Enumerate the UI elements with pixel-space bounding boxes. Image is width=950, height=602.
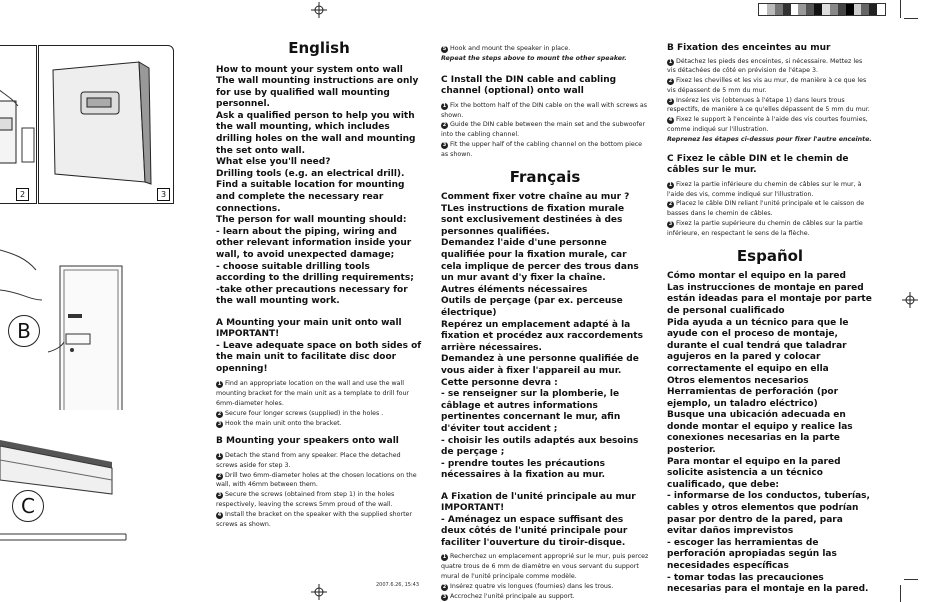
intro-line: -take other precautions necessary for the wall mounting work.: [216, 284, 408, 307]
intro-line: Ask a qualified person to help you with the wall mounting, which includes drilling holes on the wall and mounting the set onto wall.: [216, 110, 416, 156]
calibration-swatch: [877, 4, 885, 15]
english-repeat-note: Repeat the steps above to mount the other speaker.: [441, 54, 627, 62]
step-item: [667, 76, 873, 96]
calibration-swatch: [822, 4, 830, 15]
francais-section-c-steps: [667, 180, 873, 239]
step-number-icon: 1: [442, 554, 447, 561]
step-item: [441, 120, 649, 140]
step-text: Secure the screws (obtained from step 1) in the holes respectively, leaving the screws 5mm proud of the wall.: [216, 491, 395, 508]
step-item: [441, 582, 649, 592]
english-warning: - Leave adequate space on both sides of the main unit to facilitate disc door openning!: [216, 340, 422, 374]
intro-line: How to mount your system onto wall: [216, 64, 403, 75]
step-number-icon: 1: [442, 102, 447, 109]
step-number-icon: 1: [217, 381, 222, 388]
panel-number-2: 2: [16, 188, 29, 201]
step-item: [441, 101, 649, 121]
english-section-b-title: B Mounting your speakers onto wall: [216, 436, 399, 447]
panel-number-3: 3: [157, 188, 170, 201]
middle-column: [441, 44, 649, 601]
step-item: [441, 140, 649, 160]
step-item: [667, 115, 873, 135]
intro-line: Drilling tools (e.g. an electrical drill).: [216, 168, 405, 179]
english-section-c-title: C Install the DIN cable and cabling channel (optional) onto wall: [441, 74, 617, 97]
step-text: Fix the bottom half of the DIN cable on the wall with screws as shown.: [441, 101, 648, 119]
francais-intro: [441, 192, 649, 482]
francais-section-a-title: A Fixation de l'unité principale au mur: [441, 491, 636, 502]
step-item: [216, 490, 422, 510]
calibration-swatch: [806, 4, 814, 15]
intro-line: Find a suitable location for mounting and complete the necessary rear connections.: [216, 180, 405, 214]
figure-panel-3: [38, 45, 174, 204]
step-text: Fixez la partie supérieure du chemin de câbles sur la partie inférieure, en respectant le sens de la flèche.: [667, 220, 863, 237]
step-item: [667, 199, 873, 219]
intro-line: Otros elementos necesarios: [667, 375, 809, 386]
step-text: Drill two 6mm-diameter holes at the chosen locations on the wall, with 46mm between them.: [216, 471, 417, 489]
step-number-icon: 1: [217, 452, 222, 459]
registration-target-icon: [902, 292, 918, 308]
step-number-icon: 1: [668, 181, 673, 188]
step-number-icon: 4: [668, 117, 673, 124]
illustration-area: [0, 0, 185, 602]
step-number-icon: 2: [442, 583, 447, 590]
espanol-intro: [667, 271, 873, 596]
step-text: Fixez la partie inférieure du chemin de câbles sur le mur, à l'aide des vis, comme indiqué sur l'illustration.: [667, 180, 862, 198]
crop-mark: [904, 579, 918, 580]
intro-line: What else you'll need?: [216, 157, 331, 168]
color-calibration-strip: [758, 3, 886, 16]
francais-section-c-title: C Fixez le câble DIN et le chemin de câbles sur le mur.: [667, 153, 849, 176]
intro-line: - escoger las herramientas de perforación apropiadas según las necesidades específicas: [667, 537, 837, 571]
intro-line: - informarse de los conductos, tuberías, cables y otros elementos que podrían pasar por dentro de la pared, para evitar daños imprevistos: [667, 491, 870, 537]
english-column: [216, 39, 422, 529]
figure-panel-2: [0, 45, 37, 204]
crop-mark: [904, 18, 918, 19]
calibration-swatch: [830, 4, 838, 15]
intro-line: Cómo montar el equipo en la pared: [667, 271, 846, 282]
english-intro: [216, 65, 422, 308]
francais-section-b-title: B Fixation des enceintes au mur: [667, 43, 831, 53]
francais-warning: - Aménagez un espace suffisant des deux côtés de l'unité principale pour faciliter l'ouverture du tiroir-disque.: [441, 514, 628, 548]
calibration-swatch: [798, 4, 806, 15]
step-text: Detach the stand from any speaker. Place the detached screws aside for step 3.: [216, 451, 401, 469]
francais-repeat-note: Reprenez les étapes ci-dessus pour fixer l'autre enceinte.: [667, 135, 872, 143]
step-number-icon: 3: [442, 141, 447, 148]
intro-line: - choisir les outils adaptés aux besoins de perçage ;: [441, 435, 639, 458]
step-number-icon: 3: [668, 221, 673, 228]
step-number-icon: 2: [217, 410, 222, 417]
step-text: Placez le câble DIN reliant l'unité principale et le caisson de basses dans le chemin de câbles.: [667, 200, 865, 218]
step-text: Hook the main unit onto the bracket.: [225, 419, 342, 427]
step-item: [441, 552, 649, 581]
step-text: Fixez le support à l'enceinte à l'aide des vis courtes fournies, comme indiqué sur l'illustration.: [667, 116, 868, 134]
english-section-a-title: A Mounting your main unit onto wall: [216, 317, 402, 328]
intro-line: Pida ayuda a un técnico para que le ayude con el proceso de montaje, durante el cual tendrá que taladrar agujeros en la pared y colocar correctamente el equipo en ella: [667, 317, 849, 374]
step-number-icon: 3: [217, 420, 222, 427]
step-text: Hook and mount the speaker in place.: [450, 45, 571, 52]
english-title: English: [288, 39, 350, 57]
intro-line: Demandez l'aide d'une personne qualifiée pour la fixation murale, car cela implique de percer des trous dans un mur avant d'y fixer la chaîne.: [441, 238, 639, 284]
step-text: Fixez les chevilles et les vis au mur, de manière à ce que les vis dépassent de 5 mm du mur.: [667, 77, 867, 94]
step-text: Recherchez un emplacement approprié sur le mur, puis percez quatre trous de 6 mm de diamètre en vous servant du support mural de l'unité principale comme modèle.: [441, 553, 649, 581]
unit-on-wall-illustration: [39, 46, 173, 203]
intro-line: Outils de perçage (par ex. perceuse électrique): [441, 296, 623, 319]
step-number-icon: 2: [668, 201, 673, 208]
step-text: Secure four longer screws (supplied) in the holes .: [225, 409, 384, 417]
calibration-swatch: [861, 4, 869, 15]
main-unit-mount-illustration: [0, 46, 36, 203]
step-item: [667, 96, 873, 116]
intro-line: Autres éléments nécessaires: [441, 284, 588, 295]
english-section-a-steps: [216, 379, 422, 428]
step-number-icon: 1: [668, 58, 673, 65]
step-number-icon: 3: [442, 593, 447, 600]
step-text: Install the bracket on the speaker with the supplied shorter screws as shown.: [216, 510, 413, 528]
francais-title: Français: [509, 167, 581, 186]
calibration-swatch: [846, 4, 854, 15]
step-text: Fit the upper half of the cabling channel on the bottom piece as shown.: [441, 140, 643, 158]
step-item: [441, 592, 649, 602]
intro-line: Herramientas de perforación (por ejemplo, un taladro eléctrico): [667, 387, 839, 409]
crop-mark: [900, 585, 901, 602]
intro-line: - choose suitable drilling tools according to the drilling requirements;: [216, 261, 414, 284]
calibration-swatch: [869, 4, 877, 15]
intro-line: Para montar el equipo en la pared solicite asistencia a un técnico cualificado, que debe:: [667, 456, 841, 490]
step-item: [667, 180, 873, 200]
step-text: Accrochez l'unité principale au support.: [450, 592, 575, 600]
step-number-icon: 2: [442, 122, 447, 129]
step-text: Détachez les pieds des enceintes, si nécessaire. Mettez les vis détachées de côté en prévision de l'étape 3.: [667, 57, 863, 75]
figure-b-circle: B: [8, 315, 40, 347]
intro-line: TLes instructions de fixation murale sont exclusivement destinées à des personnes qualifiées.: [441, 203, 625, 237]
english-section-b-steps: [216, 451, 422, 529]
calibration-swatch: [759, 4, 767, 15]
francais-important-label: IMPORTANT!: [441, 503, 505, 514]
intro-line: Comment fixer votre chaîne au mur ?: [441, 192, 630, 203]
english-section-c-steps: [441, 101, 649, 160]
step-number-icon: 2: [217, 472, 222, 479]
step-number-icon: 3: [668, 97, 673, 104]
intro-line: The wall mounting instructions are only for use by qualified wall mounting personnel.: [216, 76, 419, 110]
step-number-icon: 3: [217, 492, 222, 499]
step-item: [216, 379, 422, 408]
step-item: [216, 419, 422, 429]
step-text: Insérez quatre vis longues (fournies) dans les trous.: [450, 582, 614, 590]
step-item: [216, 451, 422, 471]
calibration-swatch: [838, 4, 846, 15]
step-text: Insérez les vis (obtenues à l'étape 1) dans leurs trous respectifs, de manière à ce qu'elles dépassent de 5 mm du mur.: [667, 96, 870, 114]
registration-target-icon: [311, 2, 327, 18]
step-number-icon: 5: [442, 46, 447, 52]
calibration-swatch: [854, 4, 862, 15]
francais-section-b-steps: [667, 57, 873, 135]
figure-c-circle: C: [12, 490, 44, 522]
calibration-swatch: [791, 4, 799, 15]
crop-mark: [900, 0, 901, 18]
intro-line: - learn about the piping, wiring and other relevant information inside your wall, to avoid unexpected damage;: [216, 226, 412, 260]
step-item: [667, 57, 873, 77]
intro-line: - prendre toutes les précautions nécessaires à la fixation au mur.: [441, 458, 605, 481]
intro-line: The person for wall mounting should:: [216, 215, 407, 226]
registration-target-icon: [311, 584, 327, 600]
intro-line: Demandez à une personne qualifiée de vous aider à fixer l'appareil au mur. Cette personne devra :: [441, 354, 639, 388]
intro-line: Las instrucciones de montaje en pared están ideadas para el montaje por parte de personal cualificado: [667, 282, 872, 316]
intro-line: Repérez un emplacement adapté à la fixation et procédez aux raccordements arrière nécessaires.: [441, 319, 643, 353]
calibration-swatch: [783, 4, 791, 15]
step-text: Find an appropriate location on the wall and use the wall mounting bracket for the main unit as a template to drill four 6mm-diameter holes.: [216, 380, 410, 408]
calibration-swatch: [767, 4, 775, 15]
step-item: [216, 409, 422, 419]
francais-section-a-steps: [441, 552, 649, 601]
calibration-swatch: [775, 4, 783, 15]
step-item: [216, 471, 422, 491]
right-column: [667, 43, 873, 596]
print-stamp: 2007.6.26, 15:43: [376, 582, 420, 588]
intro-line: - se renseigner sur la plomberie, le câblage et autres informations pertinentes concernant le mur, afin d'éviter tout accident ;: [441, 389, 621, 434]
step-number-icon: 4: [217, 511, 222, 518]
intro-line: Busque una ubicación adecuada en donde montar el equipo y realice las conexiones necesarias en la parte posterior.: [667, 410, 853, 456]
step-item: [216, 510, 422, 530]
english-important-label: IMPORTANT!: [216, 329, 280, 340]
step-text: Guide the DIN cable between the main set and the subwoofer into the cabling channel.: [441, 121, 646, 139]
step-item: [441, 44, 649, 54]
espanol-title: Español: [736, 246, 804, 265]
intro-line: - tomar todas las precauciones necesarias para el montaje en la pared.: [667, 572, 869, 595]
calibration-swatch: [814, 4, 822, 15]
step-item: [667, 219, 873, 239]
step-number-icon: 2: [668, 78, 673, 85]
